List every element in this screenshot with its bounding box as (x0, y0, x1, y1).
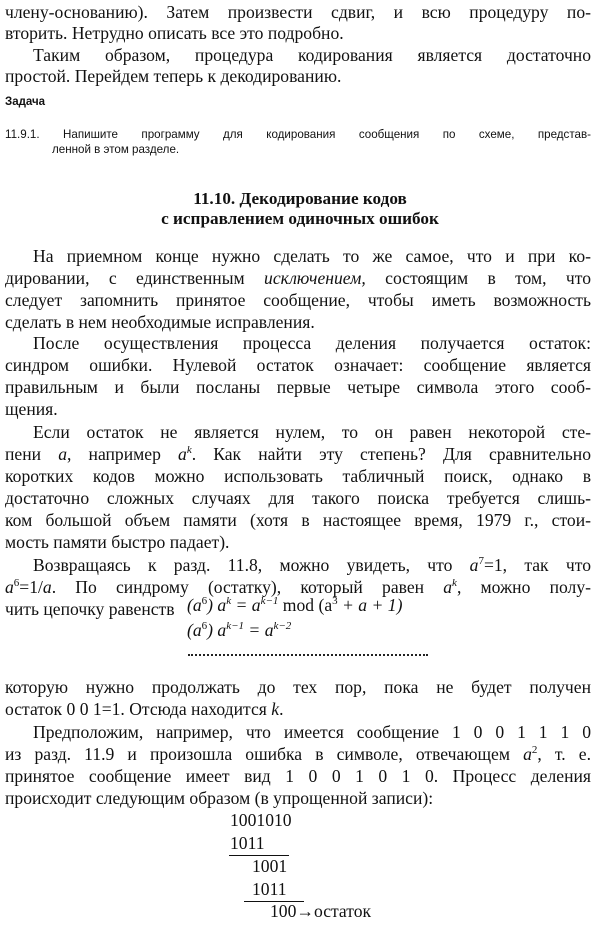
para1-line-2: дировании, с единственным исключением, состоящим в том, что (5, 268, 592, 288)
intro-line-4: простой. Перейдем теперь к декодированию. (5, 66, 342, 86)
para3-line-2: пени a, например $a^k$. Как найти эту степень? Для сравнительно (5, 444, 592, 464)
task-line-1: 11.9.1. Напишите программу для кодирования сообщения по схеме, представ- (5, 128, 591, 141)
task-line-2: ленной в этом разделе. (52, 143, 180, 156)
para2-line-4: щения. (5, 399, 58, 419)
para3-line-4: достаточно сложных случаях для такого поиска требуется слишь- (5, 488, 591, 508)
para6-line-3: принятое сообщение имеет вид 1 0 0 1 0 1 0. Процесс деления (5, 766, 591, 786)
para5-line-2: остаток 0 0 1=1. Отсюда находится k. (5, 699, 284, 719)
para4-line-1: Возвращаясь к разд. 11.8, можно увидеть, что $a^7=1$, так что (33, 555, 591, 575)
formula-2: $(a^6) a^{k-1} = a^{k-2}$ (187, 620, 292, 640)
division-partial: 1001 (252, 856, 288, 876)
intro-line-3: Таким образом, процедура кодирования является достаточно (33, 45, 591, 65)
para1-line-4: сделать в нем необходимые исправления. (5, 312, 315, 332)
para3-line-5: ком большой объем памяти (хотя в настоящее время, 1979 г., стои- (5, 510, 591, 530)
section-title-line-2: с исправлением одиночных ошибок (161, 209, 439, 228)
para3-line-3: коротких кодов можно использовать табличный поиск, однако в (5, 466, 591, 486)
para1-line-3: следует запомнить принятое сообщение, чтобы иметь возможность (5, 290, 591, 310)
para6-line-1: Предположим, например, что имеется сообщение 1 0 0 1 1 1 0 (33, 722, 591, 742)
section-title-line-1: 11.10. Декодирование кодов (193, 189, 407, 208)
para4-line-2: $a^6=1/a$. По синдрому (остатку), который равен $a^k$, можно полу- (5, 577, 591, 597)
arrow-right-icon: → (296, 901, 314, 921)
para2-line-3: правильным и были посланы первые четыре символа этого сооб- (5, 377, 591, 397)
para3-line-1: Если остаток не является нулем, то он равен некоторой сте- (33, 422, 591, 442)
intro-line-1: члену-основанию). Затем произвести сдвиг, и всю процедуру по- (5, 2, 591, 22)
para2-line-1: После осуществления процесса деления получается остаток: (33, 333, 591, 353)
division-divisor-2: 1011 (252, 879, 287, 899)
division-divisor-1: 1011 (230, 833, 265, 853)
formula-1: $(a^6) a^k = a^{k-1}$ mod $(a^3 + a + 1)$ (187, 595, 403, 615)
para6-line-4: происходит следующим образом (в упрощенной записи): (5, 788, 434, 808)
para3-line-6: мость памяти быстро падает). (5, 532, 230, 552)
division-dividend: 1001010 (230, 810, 292, 830)
intro-line-2: вторить. Нетрудно описать все это подробно. (5, 23, 344, 43)
para2-line-2: синдром ошибки. Нулевой остаток означает: сообщение является (5, 355, 591, 375)
para6-line-2: из разд. 11.9 и произошла ошибка в символе, отвечающем $a^2$, т. е. (5, 744, 591, 764)
para1-line-1: На приемном конце нужно сделать то же самое, что и при ко- (33, 246, 591, 266)
division-remainder: 100→остаток (270, 901, 372, 921)
task-label: Задача (5, 96, 46, 108)
para5-line-1: которую нужно продолжать до тех пор, пока не будет получен (5, 677, 591, 697)
para4-line-3: чить цепочку равенств (5, 599, 175, 619)
formula-continuation-dots (188, 654, 428, 656)
